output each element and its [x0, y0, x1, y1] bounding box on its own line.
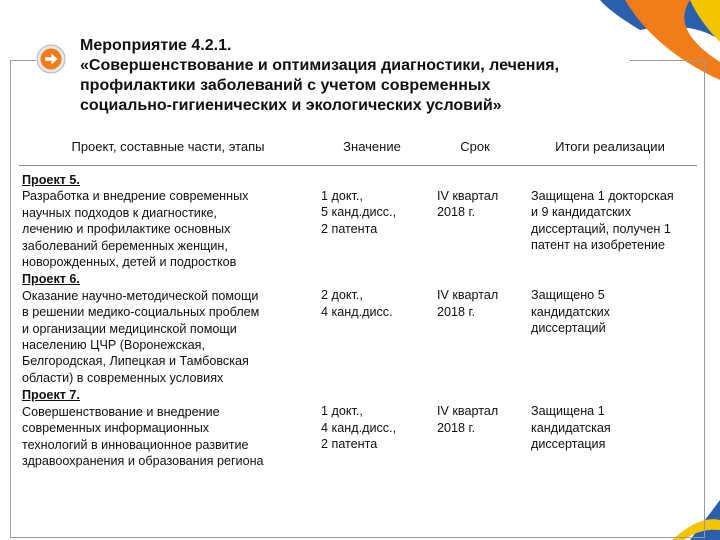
project-title: Проект 6.	[22, 272, 80, 287]
result-text: Защищено 5 кандидатских диссертаций	[531, 288, 610, 336]
column-header-project: Проект, составные части, этапы	[19, 130, 317, 166]
value-text: 1 докт., 5 канд.дисс., 2 патента	[321, 189, 397, 236]
frame-line-right	[704, 60, 705, 538]
page-title	[80, 36, 680, 116]
term-cell	[427, 166, 523, 272]
title-line: профилактики заболеваний с учетом современных	[80, 77, 491, 94]
project-title: Проект 5.	[22, 173, 80, 187]
ribbon-blue	[600, 0, 720, 40]
value-cell	[317, 271, 427, 387]
result-cell	[523, 387, 697, 470]
term-text: IV квартал 2018 г.	[437, 189, 499, 220]
title-line: социально-гигиенических и экологических условий»	[80, 97, 502, 114]
result-text: Защищена 1 докторская и 9 кандидатских диссертаций, получен 1 патент на изобретение	[531, 189, 674, 253]
term-text: IV квартал 2018 г.	[437, 404, 499, 435]
frame-line-left	[10, 60, 11, 538]
project-cell	[19, 387, 317, 470]
term-cell	[427, 387, 523, 470]
projects-table	[19, 130, 697, 470]
table-row	[19, 387, 697, 470]
arrow-circle-icon	[36, 44, 66, 74]
table-row	[19, 271, 697, 387]
result-text: Защищена 1 кандидатская диссертация	[531, 404, 611, 452]
value-text: 1 докт., 4 канд.дисс., 2 патента	[321, 404, 397, 452]
value-cell	[317, 387, 427, 470]
ribbon-bottom-blue	[690, 500, 720, 540]
value-cell	[317, 166, 427, 272]
frame-line-bottom	[10, 537, 705, 538]
term-cell	[427, 271, 523, 387]
column-header-result: Итоги реализации	[523, 130, 697, 166]
project-title: Проект 7.	[22, 388, 80, 403]
ribbon-yellow	[690, 0, 720, 42]
column-header-term: Срок	[427, 130, 523, 166]
result-cell	[523, 166, 697, 272]
title-line: Мероприятие 4.2.1.	[80, 37, 232, 54]
column-header-value: Значение	[317, 130, 427, 166]
project-description: Совершенствование и внедрение современных информационных технологий в инновационное развитие здравоохранения и образования региона	[22, 404, 264, 468]
project-description: Разработка и внедрение современных научных подходов к диагностике, лечению и профилактике основных заболеваний беременных женщин, новорожденных, детей и подростков	[22, 189, 249, 270]
project-cell	[19, 271, 317, 387]
result-cell	[523, 271, 697, 387]
table-row	[19, 166, 697, 272]
term-text: IV квартал 2018 г.	[437, 288, 499, 319]
value-text: 2 докт., 4 канд.дисс.	[321, 288, 393, 319]
title-line: «Совершенствование и оптимизация диагностики, лечения,	[80, 57, 560, 74]
project-description: Оказание научно-методической помощи в решении медико-социальных проблем и организации медицинской помощи населению ЦЧР (Воронежская, Белгородская, Липецкая и Тамбовская области) в современных условиях	[22, 288, 260, 385]
frame-line-top	[10, 60, 36, 61]
project-cell	[19, 166, 317, 272]
table-header-row	[19, 130, 697, 166]
